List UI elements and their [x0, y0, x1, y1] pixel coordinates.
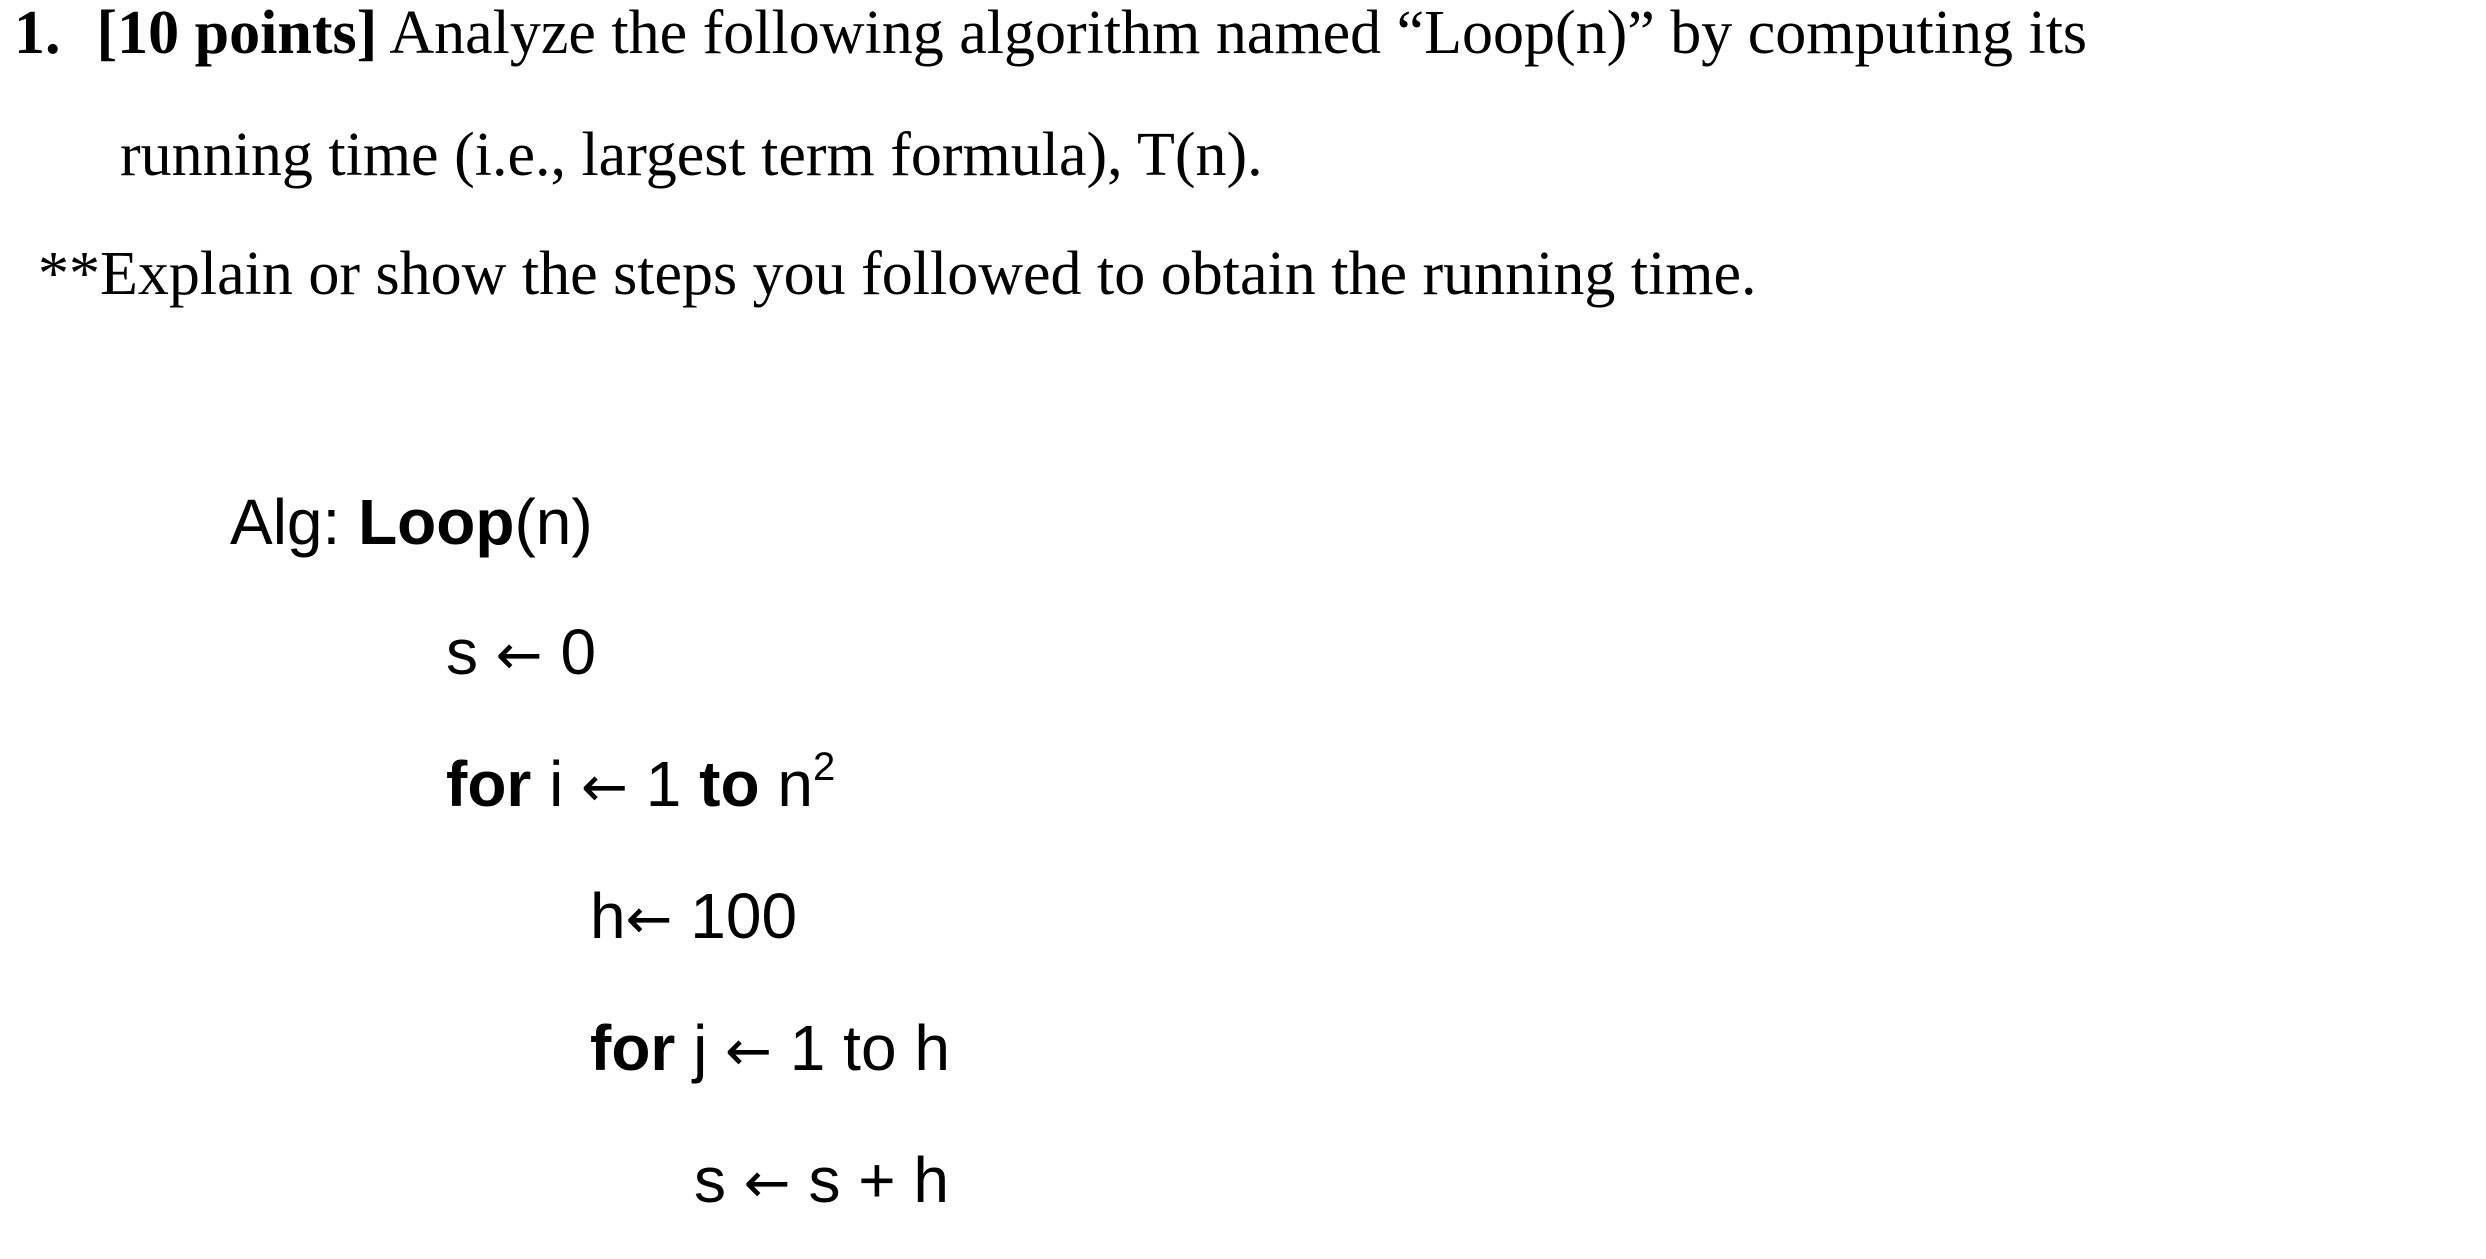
- stmt2-end-base: n: [777, 748, 813, 820]
- stmt2-end-exponent: 2: [812, 745, 836, 789]
- stmt2-start: 1: [645, 748, 682, 820]
- left-arrow-icon: ←: [625, 887, 673, 952]
- left-arrow-icon: ←: [743, 1151, 791, 1216]
- explain-text: **Explain or show the steps you followed to obtain the running time.: [38, 240, 1757, 308]
- question-number: 1.: [14, 0, 61, 67]
- statement-assign-h: [590, 880, 798, 952]
- for-keyword: for: [446, 748, 532, 820]
- left-arrow-icon: ←: [495, 623, 543, 688]
- stmt5-expr: s + h: [808, 1144, 950, 1216]
- for-keyword: for: [590, 1012, 676, 1084]
- stmt4-rest: 1 to h: [789, 1012, 950, 1084]
- question-prompt-line-1: Analyze the following algorithm named “Loop(n)” by computing its: [389, 0, 2088, 67]
- question-explain-instruction: [38, 240, 1757, 308]
- statement-init-s: [446, 616, 597, 688]
- stmt4-var: j: [693, 1012, 708, 1084]
- algorithm-name: Loop: [358, 486, 515, 558]
- question-prompt-line-2: running time (i.e., largest term formula), T(n).: [120, 121, 1263, 189]
- left-arrow-icon: ←: [725, 1019, 773, 1084]
- stmt2-var: i: [549, 748, 564, 820]
- algorithm-header: [230, 486, 593, 558]
- statement-outer-for: [446, 745, 836, 820]
- left-arrow-icon: ←: [581, 755, 629, 820]
- stmt1-var: s: [446, 616, 478, 688]
- statement-accumulate-s: [694, 1144, 950, 1216]
- to-keyword: to: [699, 748, 760, 820]
- question-line-1: [14, 0, 2088, 67]
- stmt5-var: s: [694, 1144, 726, 1216]
- question-line-2: [120, 121, 1263, 189]
- stmt3-var: h: [590, 880, 626, 952]
- question-points: [10 points]: [96, 0, 378, 67]
- statement-inner-for: [590, 1012, 950, 1084]
- stmt3-value: 100: [690, 880, 798, 952]
- stmt1-value: 0: [560, 616, 597, 688]
- algorithm-prefix: Alg:: [230, 486, 341, 558]
- algorithm-params: (n): [514, 486, 593, 558]
